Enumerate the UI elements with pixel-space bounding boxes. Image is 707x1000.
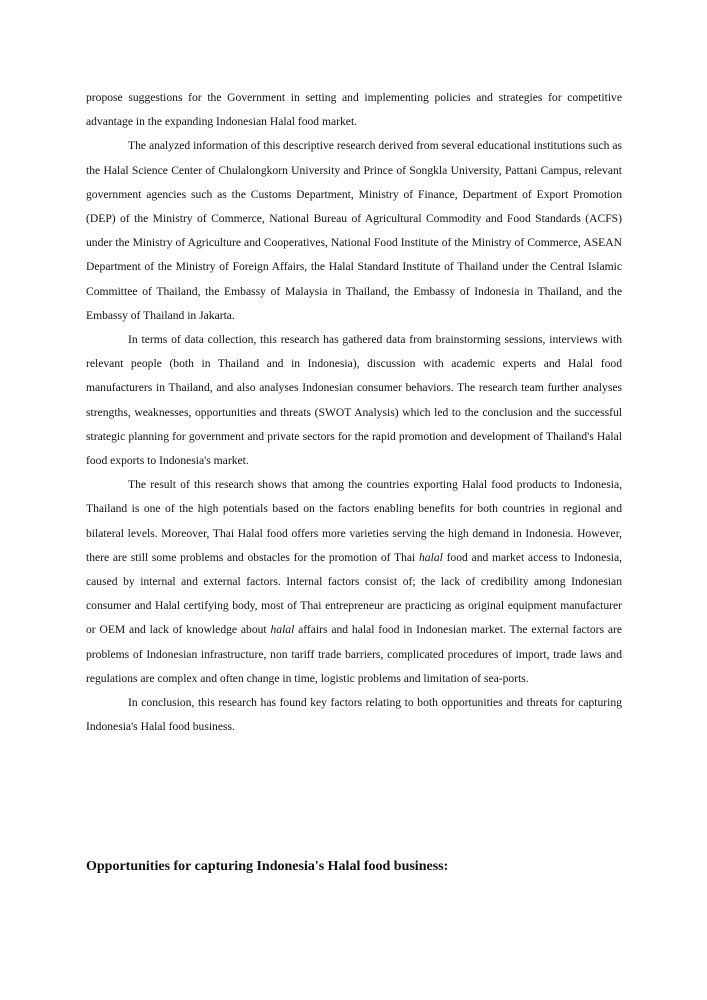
paragraph-intro-continuation: propose suggestions for the Government in setting and implementing policies and strategies for competitive advantage in the expanding Indonesian Halal food market. xyxy=(86,91,622,129)
results-italic-halal-2: halal xyxy=(270,623,295,637)
paragraph-data-sources: The analyzed information of this descriptive research derived from several educational institutions such as the Halal Science Center of Chulalongkorn University and Prince of Songkla University, Pattani Campus, relevant government agencies such as the Customs Department, Ministry of Finance, Department of Export Promotion (DEP) of the Ministry of Commerce, National Bureau of Agricultural Commodity and Food Standards (ACFS) under the Ministry of Agriculture and Cooperatives, National Food Institute of the Ministry of Commerce, ASEAN Department of the Ministry of Foreign Affairs, the Halal Standard Institute of Thailand under the Central Islamic Committee of Thailand, the Embassy of Malaysia in Thailand, the Embassy of Indonesia in Thailand, and the Embassy of Thailand in Jakarta. xyxy=(86,139,622,322)
paragraph-data-collection: In terms of data collection, this research has gathered data from brainstorming sessions, interviews with relevant people (both in Thailand and in Indonesia), discussion with academic experts and Halal food manufacturers in Thailand, and also analyses Indonesian consumer behaviors. The research team further analyses strengths, weaknesses, opportunities and threats (SWOT Analysis) which led to the conclusion and the successful strategic planning for government and private sectors for the rapid promotion and development of Thailand's Halal food exports to Indonesia's market. xyxy=(86,333,622,468)
document-body xyxy=(86,86,622,739)
section-heading-opportunities: Opportunities for capturing Indonesia's Halal food business: xyxy=(86,859,449,874)
paragraph-research-results xyxy=(86,473,622,691)
results-text-part-3: affairs and halal food in Indonesian market. The external factors are problems of Indonesian infrastructure, non tariff trade barriers, complicated procedures of import, trade laws and regulations are complex and often change in time, logistic problems and limitation of sea-ports. xyxy=(86,623,623,685)
paragraph-conclusion: In conclusion, this research has found key factors relating to both opportunities and threats for capturing Indonesia's Halal food business. xyxy=(86,696,622,734)
results-text-part-1: The result of this research shows that among the countries exporting Halal food products to Indonesia, Thailand is one of the high potentials based on the factors enabling benefits for both countries in regional and bilateral levels. Moreover, Thai Halal food offers more varieties serving the high demand in Indonesia. However, there are still some problems and obstacles for the promotion of Thai xyxy=(86,478,622,564)
results-text-part-2: food and market access to Indonesia, caused by internal and external factors. Internal factors consist of; the lack of credibility among Indonesian consumer and Halal certifying body, most of Thai entrepreneur are practicing as original equipment manufacturer or OEM and lack of knowledge about xyxy=(86,550,622,637)
results-italic-halal-1: halal xyxy=(419,550,443,564)
